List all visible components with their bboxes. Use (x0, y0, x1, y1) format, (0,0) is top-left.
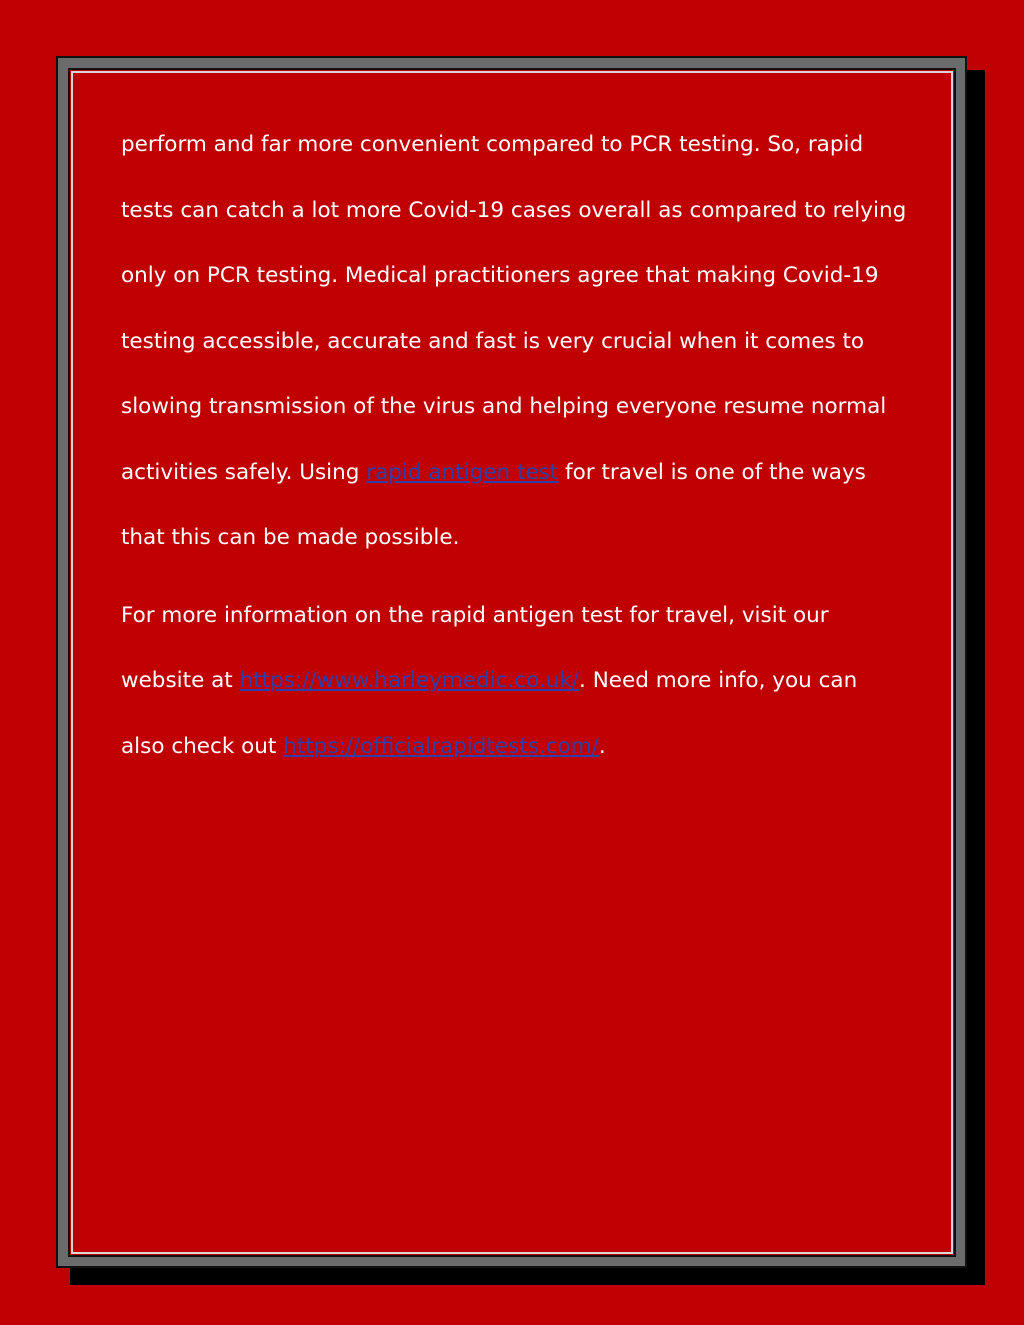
text-segment: . (598, 733, 606, 759)
paragraph-more-info (121, 583, 921, 780)
harleymedic-link[interactable]: https://www.harleymedic.co.uk/ (239, 668, 580, 693)
text-segment: activities safely. Using (121, 459, 367, 485)
text-line (121, 648, 921, 714)
text-line: that this can be made possible. (121, 525, 460, 550)
text-line: tests can catch a lot more Covid-19 cases overall as compared to relying (121, 197, 907, 223)
text-line: testing accessible, accurate and fast is very crucial when it comes to (121, 328, 865, 354)
text-line: For more information on the rapid antigen test for travel, visit our (121, 602, 829, 628)
text-line: perform and far more convenient compared to PCR testing. So, rapid (121, 132, 864, 157)
officialrapidtests-link[interactable]: https://officialrapidtests.com/ (283, 733, 599, 759)
text-segment: . Need more info, you can (579, 668, 858, 693)
rapid-antigen-test-link[interactable]: rapid antigen test (366, 459, 559, 485)
text-line: only on PCR testing. Medical practitioners agree that making Covid-19 (121, 263, 879, 288)
text-segment: also check out (121, 733, 284, 759)
text-segment: for travel is one of the ways (558, 459, 866, 485)
text-line: slowing transmission of the virus and helping everyone resume normal (121, 394, 887, 419)
document-body (121, 112, 921, 779)
text-segment: website at (121, 668, 240, 693)
text-line (121, 440, 921, 506)
text-line (121, 714, 921, 780)
paragraph-rapid-tests (121, 112, 921, 571)
